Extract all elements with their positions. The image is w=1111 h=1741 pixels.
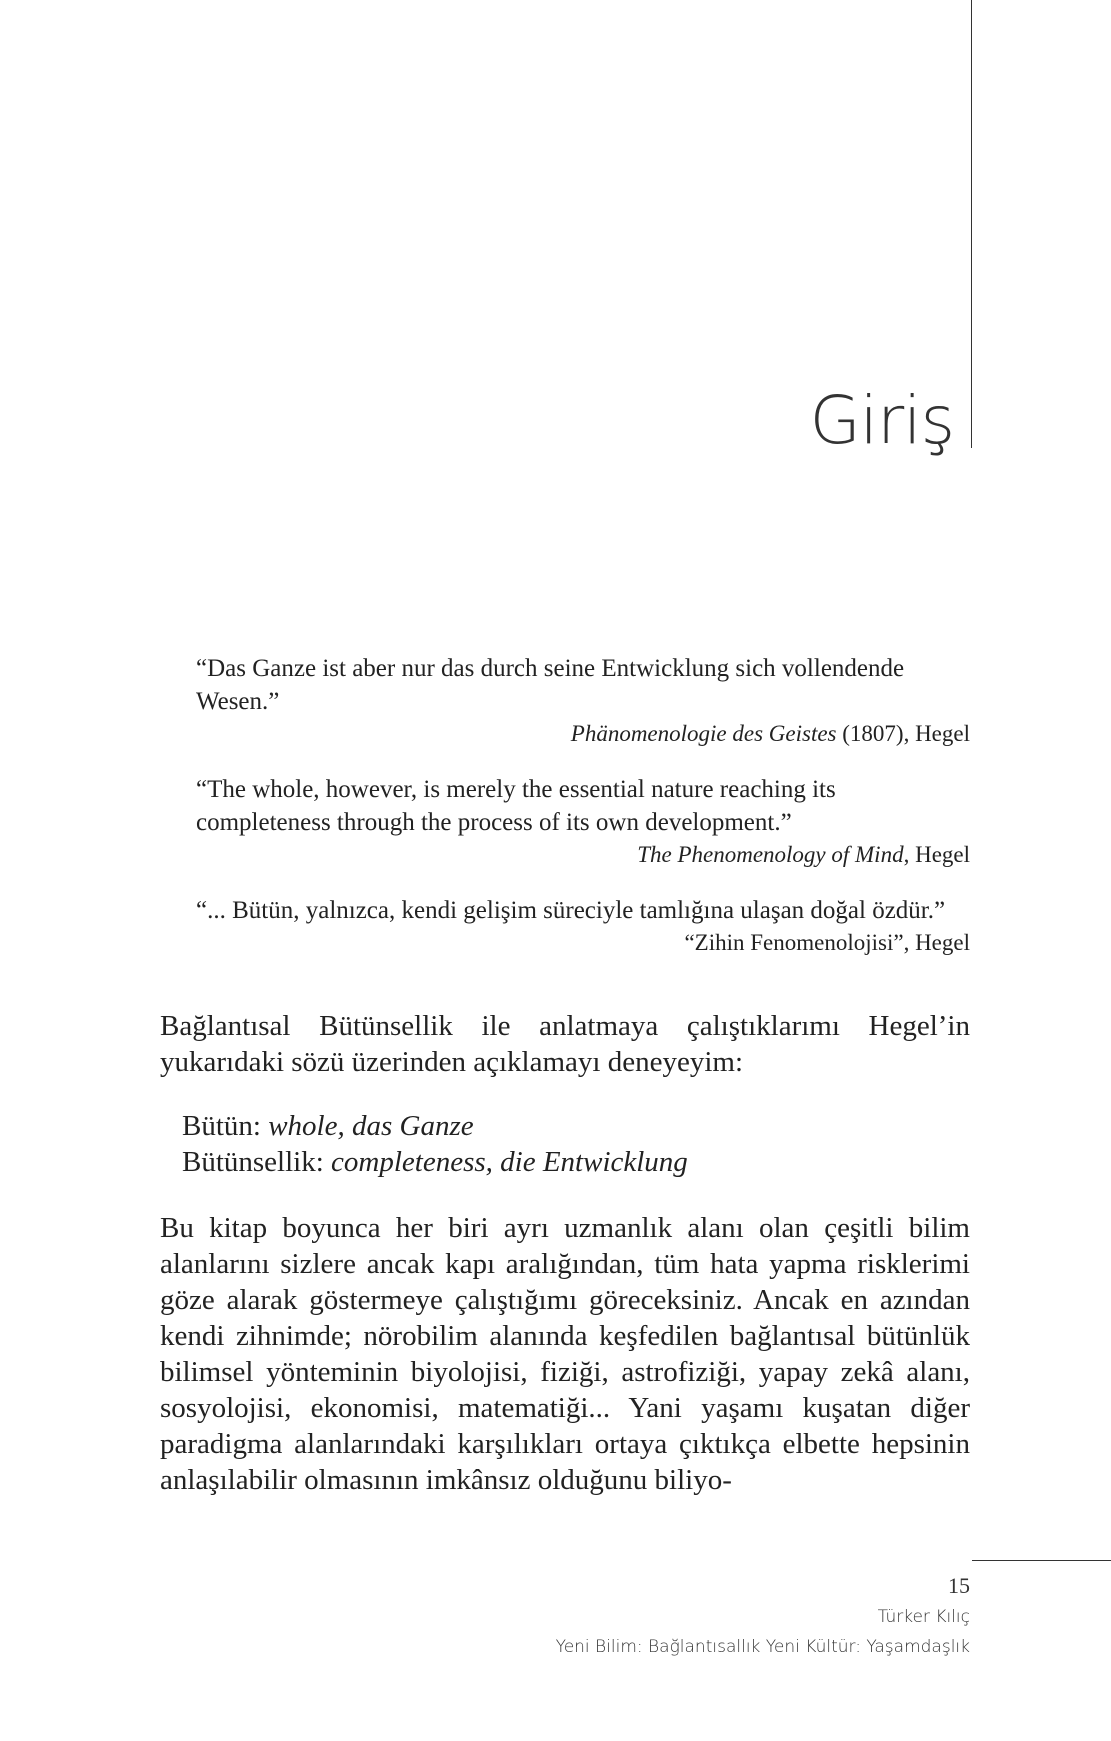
- epigraph-quote: “The whole, however, is merely the essential nature reaching its completeness through the process of its own development.”: [196, 776, 836, 836]
- definition-value: completeness, die Entwicklung: [331, 1146, 688, 1178]
- epigraph-german: [196, 652, 970, 749]
- top-vertical-rule: [971, 0, 972, 448]
- chapter-title: Giriş: [809, 382, 954, 459]
- epigraph-quote: “... Bütün, yalnızca, kendi gelişim süreciyle tamlığına ulaşan doğal özdür.”: [196, 897, 946, 924]
- definition-term: Bütün:: [182, 1110, 269, 1142]
- epigraph-turkish: [196, 894, 970, 958]
- epigraph-source-detail: , Hegel: [903, 842, 970, 867]
- epigraph-source-title: The Phenomenology of Mind: [637, 842, 904, 867]
- definition-item: [182, 1108, 970, 1144]
- footer-rule: [972, 1560, 1111, 1561]
- epigraph-quote: “Das Ganze ist aber nur das durch seine Entwicklung sich vollendende Wesen.”: [196, 655, 905, 715]
- epigraph-source-title: Phänomenologie des Geistes: [570, 721, 837, 746]
- epigraph-source: [196, 718, 970, 749]
- epigraph-source-detail: “Zihin Fenomenolojisi”, Hegel: [684, 930, 970, 955]
- epigraphs: [196, 652, 970, 982]
- footer-author: Türker Kılıç: [877, 1607, 970, 1627]
- body-text: [160, 1008, 970, 1526]
- page-footer: [556, 1570, 970, 1662]
- epigraph-source: [196, 839, 970, 870]
- epigraph-source-detail: (1807), Hegel: [836, 721, 970, 746]
- epigraph-english: [196, 773, 970, 870]
- intro-paragraph: Bağlantısal Bütünsellik ile anlatmaya çalıştıklarımı Hegel’in yukarıdaki sözü üzerinden açıklamayı deneyeyim:: [160, 1010, 970, 1078]
- definition-value: whole, das Ganze: [268, 1110, 474, 1142]
- page-number: 15: [948, 1573, 970, 1598]
- main-paragraph: Bu kitap boyunca her biri ayrı uzmanlık alanı olan çeşitli bilim alanlarını sizlere ancak kapı aralığından, tüm hata yapma risklerimi göze alarak göstermeye çalıştığımı göreceksiniz. Ancak en azından kendi zihnimde; nörobilim alanında keşfedilen bağlantısal bütünlük bilimsel yönteminin biyolojisi, fiziği, astrofiziği, yapay zekâ alanı, sosyolojisi, ekonomisi, matematiği... Yani yaşamı kuşatan diğer paradigma alanlarındaki karşılıkları ortaya çıktıkça elbette hepsinin anlaşılabilir olmasının imkânsız olduğunu biliyo-: [160, 1212, 970, 1496]
- definition-term: Bütünsellik:: [182, 1146, 332, 1178]
- definition-list: [182, 1108, 970, 1180]
- definition-item: [182, 1144, 970, 1180]
- epigraph-source: [196, 927, 970, 958]
- footer-book-title: Yeni Bilim: Bağlantısallık Yeni Kültür: Yaşamdaşlık: [555, 1637, 970, 1657]
